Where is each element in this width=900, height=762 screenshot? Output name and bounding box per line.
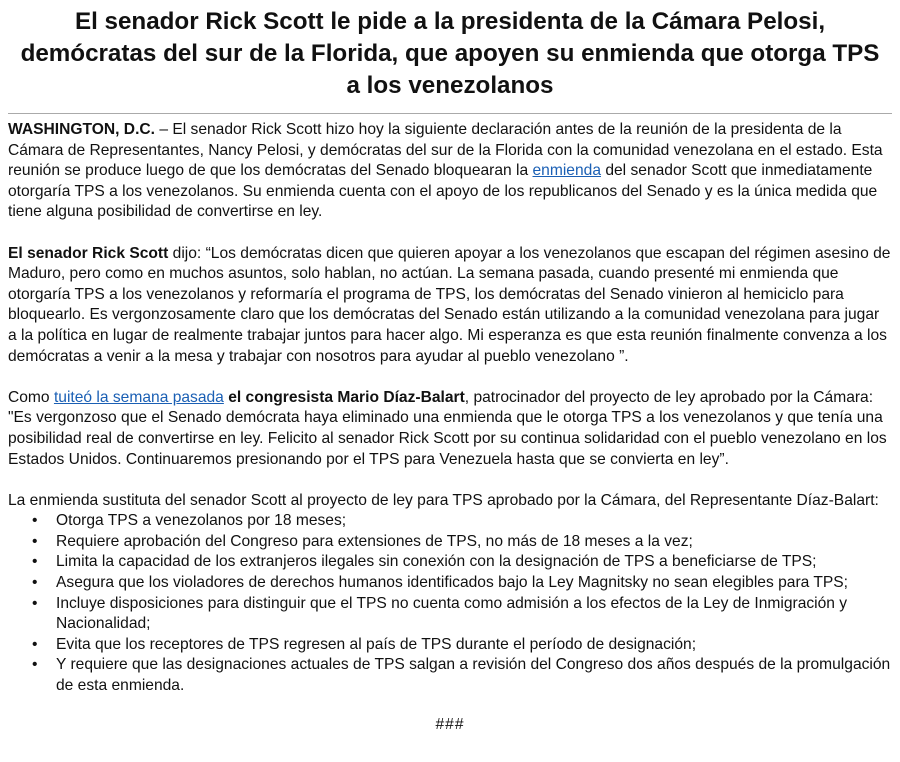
intro-text-2: del senador Scott que inmediatamente otorgaría TPS a los venezolanos. Su enmienda cuenta con el apoyo de los republicanos del Senado y es la única medida que tiene alguna posibilidad de convertirse en ley.: [8, 162, 878, 221]
intro-text-1: – El senador Rick Scott hizo hoy la siguiente declaración antes de la reunión de la presidenta de la Cámara de Representantes, Nancy Pelosi, y demócratas del sur de la Florida con la comunidad venezolana en el estado. Esta reunión se produce luego de que los demócratas del Senado bloquearan la: [8, 121, 883, 180]
tweet-link[interactable]: tuiteó la semana pasada: [53, 388, 224, 406]
list-item: • Evita que los receptores de TPS regresen al país de TPS durante el período de designación;: [56, 635, 892, 656]
bullet-icon: •: [32, 574, 38, 592]
enmienda-link[interactable]: enmienda: [532, 162, 601, 180]
quote-diaz-balart-text: , patrocinador del proyecto de ley aprobado por la Cámara: "Es vergonzoso que el Senado demócrata haya eliminado una enmienda que le otorga TPS a los venezolanos y que tenía una posibilidad real de convertirse en ley. Felicito al senador Rick Scott por su continua solidaridad con el pueblo venezolano en los Estados Unidos. Continuaremos presionando por el TPS para Venezuela hasta que se convierta en ley”.: [8, 388, 887, 468]
paragraph-amendment-intro: La enmienda sustituta del senador Scott al proyecto de ley para TPS aprobado por la Cámara, del Representante Díaz-Balart:: [8, 491, 879, 509]
divider: [8, 113, 892, 114]
paragraph-quote-scott: [8, 244, 892, 368]
list-item: • Asegura que los violadores de derechos humanos identificados bajo la Ley Magnitsky no sean elegibles para TPS;: [56, 573, 892, 594]
list-item: • Incluye disposiciones para distinguir que el TPS no cuenta como admisión a los efectos de la Ley de Inmigración y Nacionalidad;: [32, 594, 848, 633]
speaker-name: El senador Rick Scott: [8, 244, 169, 262]
bullet-icon: •: [32, 656, 38, 674]
list-item: • Requiere aprobación del Congreso para extensiones de TPS, no más de 18 meses a la vez;: [56, 532, 892, 553]
end-marker: ###: [435, 715, 465, 733]
amendment-list: [8, 511, 892, 696]
como-text: Como: [8, 388, 54, 406]
list-item: • Limita la capacidad de los extranjeros ilegales sin conexión con la designación de TPS a beneficiarse de TPS;: [56, 552, 892, 573]
bullet-icon: •: [32, 594, 38, 612]
list-item: • Y requiere que las designaciones actuales de TPS salgan a revisión del Congreso dos años después de la promulgación de esta enmienda.: [32, 656, 891, 695]
bullet-icon: •: [32, 512, 38, 530]
quote-scott-text: dijo: “Los demócratas dicen que quieren apoyar a los venezolanos que escapan del régimen asesino de Maduro, pero como en muchos asuntos, solo hablan, no actúan. La semana pasada, cuando presenté mi enmienda que otorgaría TPS a los venezolanos y reformaría el programa de TPS, los demócratas del Senado vinieron al hemiciclo para bloquearlo. Es vergonzosamente claro que los demócratas del Senado están utilizando a la comunidad venezolana para jugar a la política en lugar de realmente trabajar juntos para hacer algo. Mi esperanza es que esta reunión finalmente convenza a los demócratas a venir a la mesa y trabajar con nosotros para ayudar al pueblo venezolano ”.: [8, 244, 891, 365]
bullet-icon: •: [32, 635, 38, 653]
dateline: WASHINGTON, D.C.: [8, 121, 155, 138]
paragraph-intro: [8, 120, 892, 223]
congressman-name: el congresista Mario Díaz-Balart: [223, 388, 465, 406]
headline: El senador Rick Scott le pide a la presidenta de la Cámara Pelosi, demócratas del sur de la Florida, que apoyen su enmienda que otorga TPS a los venezolanos: [20, 8, 880, 99]
list-item: • Otorga TPS a venezolanos por 18 meses;: [56, 511, 892, 532]
bullet-icon: •: [32, 532, 38, 550]
bullet-icon: •: [32, 553, 38, 571]
paragraph-quote-diaz-balart: [8, 388, 892, 470]
